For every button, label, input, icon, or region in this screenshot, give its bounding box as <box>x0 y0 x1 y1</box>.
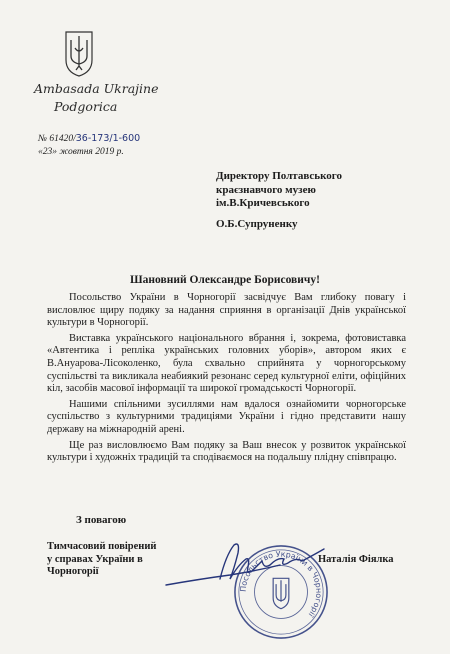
reference-number-printed: № 61420/ <box>38 134 76 144</box>
body-paragraph: Виставка українського національного вбрання і, зокрема, фотовиставка «Автентика і репліка українських головних уборів», автором яких є В.Ануарова-Лісоколенко, була схвально сприйнята у чорногорському суспільстві та викликала неабиякий резонанс серед культурної еліти, офіційних кіл, засобів масової інформації та широкої громадськості Чорногорії. <box>47 332 406 395</box>
body-paragraph: Нашими спільними зусиллями нам вдалося ознайомити чорногорське суспільство з культурними традиціями України і гідно представити нашу державу на міжнародній арені. <box>47 398 406 435</box>
signer-title-line: Тимчасовий повірений <box>47 541 157 552</box>
addressee-block <box>216 170 342 211</box>
signer-title <box>47 541 156 579</box>
signer-name: Наталія Фіялка <box>318 554 394 565</box>
closing-regards: З повагою <box>76 514 127 526</box>
letter-body <box>47 292 406 468</box>
salutation: Шановний Олександре Борисовичу! <box>130 274 320 286</box>
body-paragraph: Посольство України в Чорногорії засвідчує Вам глибоку повагу і висловлює щиру подяку за надання сприяння в організації Днів української культури в Чорногорії. <box>47 292 406 329</box>
embassy-name-line2: Podgorica <box>54 99 118 114</box>
recipient-name: О.Б.Супруненку <box>216 218 298 230</box>
seal-text: Посольство України в Чорногорії <box>238 549 324 619</box>
reference-date: «23» жовтня 2019 р. <box>38 147 124 157</box>
signer-title-line: у справах України в <box>47 553 143 565</box>
embassy-name <box>26 80 176 116</box>
reference-number <box>38 132 140 146</box>
trident-crest-icon <box>64 30 94 78</box>
handwritten-signature-icon <box>160 535 330 595</box>
addressee-line: Директору Полтавського <box>216 170 343 182</box>
reference-number-handwritten: 36-173/1-600 <box>75 133 141 144</box>
addressee-line: ім.В.Кричевського <box>216 197 310 209</box>
body-paragraph: Ще раз висловлюємо Вам подяку за Ваш внесок у розвиток української культури і художніх традицій та сподіваємося на подальшу плідну співпрацю. <box>47 439 406 464</box>
addressee-line: краєзнавчого музею <box>216 183 316 196</box>
embassy-name-line1: Ambasada Ukrajine <box>34 81 159 96</box>
reference-block <box>38 132 140 159</box>
signer-title-line: Чорногорії <box>47 566 99 577</box>
